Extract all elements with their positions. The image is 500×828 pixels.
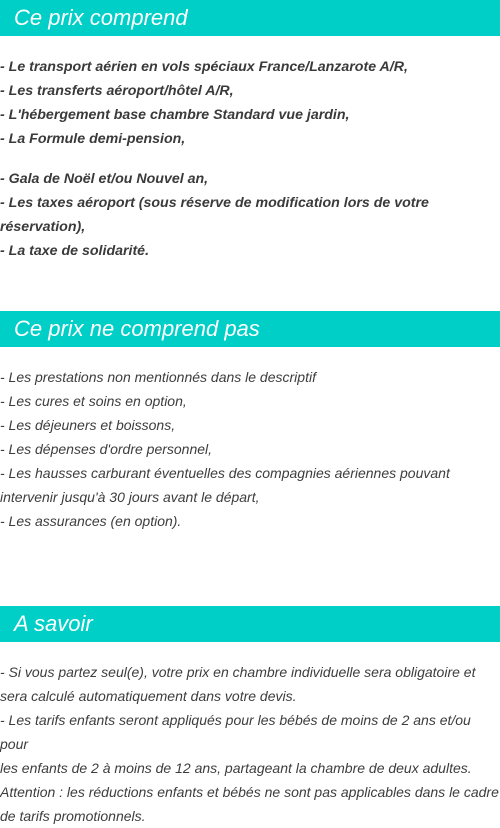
list-item: - Les hausses carburant éventuelles des compagnies aériennes pouvant bbox=[0, 465, 450, 481]
list-item: - Les cures et soins en option, bbox=[0, 393, 187, 409]
list-item: de tarifs promotionnels. bbox=[0, 808, 146, 824]
included-list-1 bbox=[0, 55, 500, 151]
list-item: Attention : les réductions enfants et bébés ne sont pas applicables dans le cadre bbox=[0, 784, 499, 800]
list-item: réservation), bbox=[0, 219, 86, 235]
list-item: - Les prestations non mentionnés dans le descriptif bbox=[0, 369, 316, 385]
list-item: - Si vous partez seul(e), votre prix en chambre individuelle sera obligatoire et bbox=[0, 664, 476, 680]
not-included-list bbox=[0, 365, 500, 533]
list-item: - La Formule demi-pension, bbox=[0, 131, 186, 147]
list-item: - Les tarifs enfants seront appliqués pour les bébés de moins de 2 ans et/ou pour bbox=[0, 712, 471, 752]
list-item: - Gala de Noël et/ou Nouvel an, bbox=[0, 171, 209, 187]
list-item: - Les dépenses d'ordre personnel, bbox=[0, 441, 213, 457]
list-item: - Le transport aérien en vols spéciaux France/Lanzarote A/R, bbox=[0, 59, 408, 75]
list-item: - Les assurances (en option). bbox=[0, 513, 182, 529]
list-item: sera calculé automatiquement dans votre devis. bbox=[0, 688, 297, 704]
list-item: les enfants de 2 à moins de 12 ans, partageant la chambre de deux adultes. bbox=[0, 760, 472, 776]
section-title-to-know: A savoir bbox=[0, 606, 500, 642]
section-title-not-included: Ce prix ne comprend pas bbox=[0, 311, 500, 347]
section-title-included: Ce prix comprend bbox=[0, 0, 500, 36]
list-item: - La taxe de solidarité. bbox=[0, 243, 150, 259]
list-item: - Les taxes aéroport (sous réserve de modification lors de votre bbox=[0, 195, 429, 211]
included-list-2 bbox=[0, 167, 500, 263]
list-item: intervenir jusqu'à 30 jours avant le départ, bbox=[0, 489, 260, 505]
list-item: - Les transferts aéroport/hôtel A/R, bbox=[0, 83, 234, 99]
list-item: - L'hébergement base chambre Standard vue jardin, bbox=[0, 107, 350, 123]
list-item: - Les déjeuners et boissons, bbox=[0, 417, 176, 433]
